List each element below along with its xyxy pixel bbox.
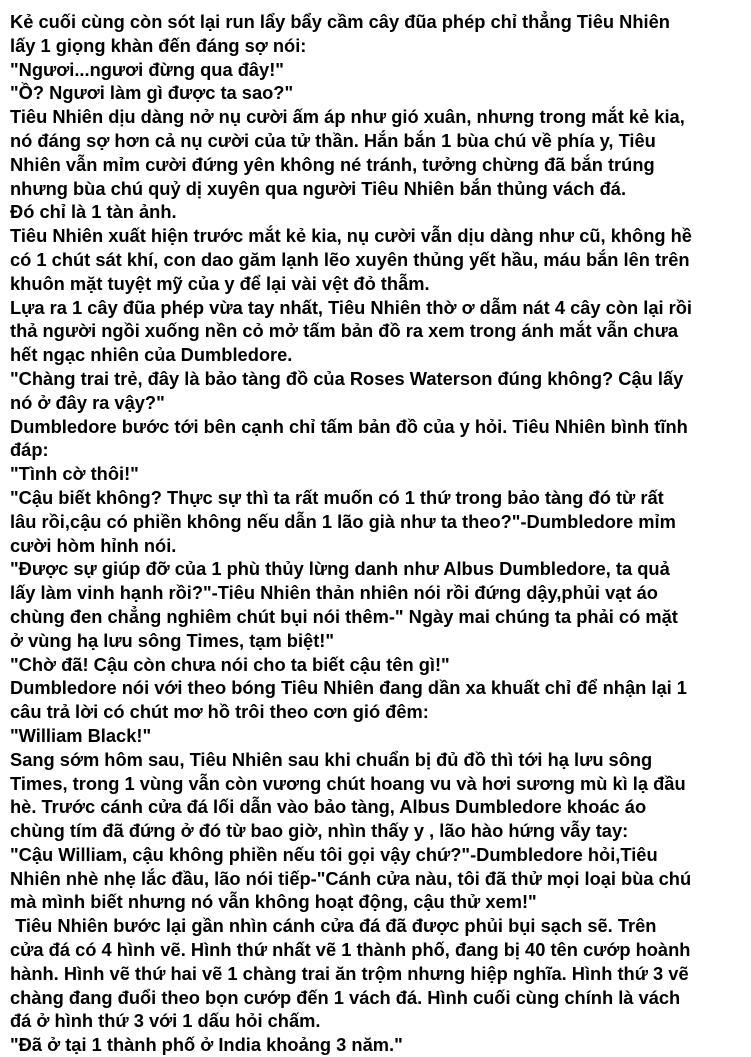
text-line: "Được sự giúp đỡ của 1 phù thủy lừng danh như Albus Dumbledore, ta quả [10,558,670,580]
text-line: ở vùng hạ lưu sông Times, tạm biệt!" [10,629,335,651]
text-line: mà mình biết nhưng nó vẫn không hoạt động, cậu thử xem!" [10,891,537,913]
text-line: "Chàng trai trẻ, đây là bảo tàng đồ của Roses Waterson đúng không? Cậu lấy [10,367,684,389]
text-line: Dumbledore bước tới bên cạnh chỉ tấm bản đồ của y hỏi. Tiêu Nhiên bình tĩnh [10,415,688,437]
text-line: Nhiên nhè nhẹ lắc đầu, lão nói tiếp-"Cánh cửa nàu, tôi đã thử mọi loại bùa chú [10,867,692,889]
text-line: nó ở đây ra vậy?" [10,391,165,413]
text-line: cười hòm hỉnh nói. [10,534,177,556]
text-line: Times, trong 1 vùng vẫn còn vương chút hoang vu và hơi sương mù kì lạ đầu [10,772,686,794]
text-line: lấy làm vinh hạnh rồi?"-Tiêu Nhiên thản nhiên nói rồi đứng dậy,phủi vạt áo [10,582,658,604]
text-line: nó đáng sợ hơn cả nụ cười của tử thần. Hắn bắn 1 bùa chú về phía y, Tiêu [10,129,656,151]
text-line: hè. Trước cánh cửa đá lối dẫn vào bảo tàng, Albus Dumbledore khoác áo [10,796,647,818]
text-line: câu trả lời có chút mơ hồ trôi theo cơn gió đêm: [10,701,429,723]
text-line: thả người ngồi xuống nền cỏ mở tấm bản đồ ra xem trong ánh mắt vẫn chưa [10,320,679,342]
text-line: "Ngươi...ngươi đừng qua đây!" [10,58,284,80]
text-line: "William Black!" [10,724,152,746]
text-line: "Tình cờ thôi!" [10,463,139,485]
text-line: "Ồ? Ngươi làm gì được ta sao?" [10,82,294,104]
text-line: Tiêu Nhiên dịu dàng nở nụ cười ấm áp như gió xuân, nhưng trong mắt kẻ kia, [10,106,685,128]
text-line: đá ở hình thứ 3 với 1 dấu hỏi chấm. [10,1010,321,1032]
text-line: "Đã ở tại 1 thành phố ở India khoảng 3 năm." [10,1034,403,1056]
text-line: chàng đang đuổi theo bọn cướp đến 1 vách đá. Hình cuối cùng chính là vách [10,986,681,1008]
text-line: Kẻ cuối cùng còn sót lại run lẩy bẩy cầm cây đũa phép chỉ thẳng Tiêu Nhiên [10,11,670,32]
text-line: "Chờ đã! Cậu còn chưa nói cho ta biết cậu tên gì!" [10,653,450,675]
text-line: nhưng bùa chú quỷ dị xuyên qua người Tiêu Nhiên bắn thủng vách đá. [10,177,627,199]
text-line: "Cậu biết không? Thực sự thì ta rất muốn có 1 thứ trong bảo tàng đó từ rất [10,486,664,508]
text-line: Đó chỉ là 1 tàn ảnh. [10,201,177,223]
text-line: khuôn mặt tuyệt mỹ của y để lại vài vệt đỏ thẫm. [10,272,430,294]
text-line: Lựa ra 1 cây đũa phép vừa tay nhất, Tiêu Nhiên thờ ơ dẫm nát 4 cây còn lại rồi [10,296,693,318]
story-text [10,10,741,1057]
text-line: Sang sớm hôm sau, Tiêu Nhiên sau khi chuẩn bị đủ đồ thì tới hạ lưu sông [10,748,653,770]
text-line: đáp: [10,439,49,461]
text-line: Nhiên vẫn mỉm cười đứng yên không né tránh, tưởng chừng đã bắn trúng [10,153,655,175]
text-line: chùng đen chẳng nghiêm chút bụi nói thêm-" Ngày mai chúng ta phải có mặt [10,605,678,627]
text-line: hành. Hình vẽ thứ hai vẽ 1 chàng trai ăn trộm nhưng hiệp nghĩa. Hình thứ 3 vẽ [10,962,689,984]
text-line: có 1 chút sát khí, con dao găm lạnh lẽo xuyên thủng yết hầu, máu bắn lên trên [10,248,690,270]
text-line: "Cậu William, cậu không phiền nếu tôi gọi vậy chứ?"-Dumbledore hỏi,Tiêu [10,843,658,865]
text-line: lấy 1 giọng khàn đến đáng sợ nói: [10,34,307,56]
text-line: Tiêu Nhiên xuất hiện trước mắt kẻ kia, nụ cười vẫn dịu dàng như cũ, không hề [10,225,692,247]
text-line: lâu rồi,cậu có phiền không nếu dẫn 1 lão già như ta theo?"-Dumbledore mỉm [10,510,676,532]
text-line: chùng tím đã đứng ở đó từ bao giờ, nhìn thấy y , lão hào hứng vẫy tay: [10,820,629,842]
text-line: hết ngạc nhiên của Dumbledore. [10,344,293,366]
text-line: Tiêu Nhiên bước lại gần nhìn cánh cửa đá đã được phủi bụi sạch sẽ. Trên [10,915,657,937]
text-line: Dumbledore nói với theo bóng Tiêu Nhiên đang dần xa khuất chỉ để nhận lại 1 [10,677,687,699]
text-line: cửa đá có 4 hình vẽ. Hình thứ nhất vẽ 1 thành phố, đang bị 40 tên cướp hoành [10,939,691,961]
